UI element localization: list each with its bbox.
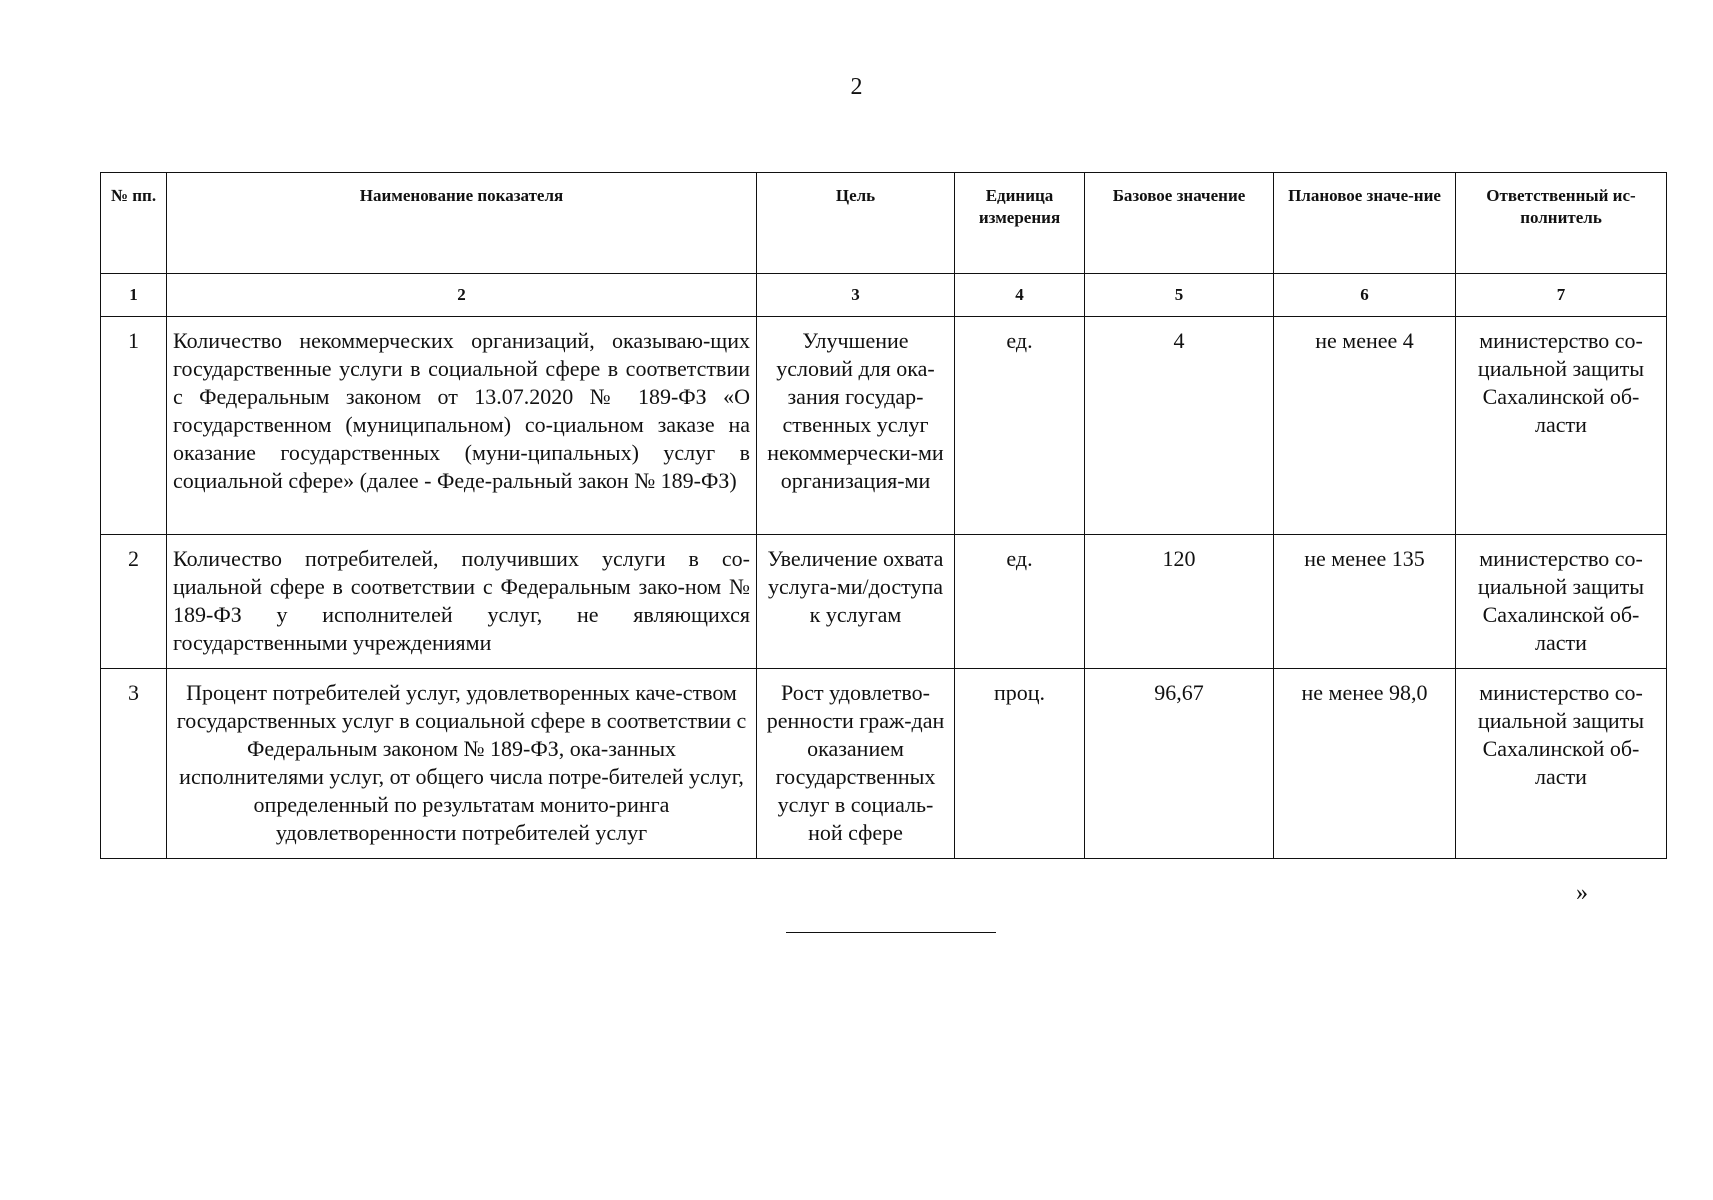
header-unit: Единица измерения (955, 173, 1085, 274)
footer-divider (786, 932, 996, 933)
closing-quote: » (1576, 880, 1588, 906)
page-number: 2 (850, 74, 863, 100)
header-number: № пп. (101, 173, 167, 274)
header-row (101, 173, 1667, 274)
column-number: 2 (167, 274, 757, 317)
goal: Увеличение охвата услуга-ми/доступа к услугам (757, 535, 955, 669)
indicator-name: Количество некоммерческих организаций, оказываю-щих государственные услуги в социальной сфере в соответствии с Федеральным законом от 13.07.2020 № 189-ФЗ «О государственном (муниципальном) со-циальном заказе на оказание государственных (муни-ципальных) услуг в социальной сфере» (далее - Феде-ральный закон № 189-ФЗ) (167, 317, 757, 535)
header-goal: Цель (757, 173, 955, 274)
responsible-executor: министерство со-циальной защиты Сахалинской об-ласти (1456, 317, 1667, 535)
table-row (101, 535, 1667, 669)
column-number: 3 (757, 274, 955, 317)
column-number: 4 (955, 274, 1085, 317)
header-base-value: Базовое значение (1085, 173, 1274, 274)
indicators-table (100, 172, 1667, 859)
table-row (101, 669, 1667, 859)
column-number: 7 (1456, 274, 1667, 317)
column-number: 5 (1085, 274, 1274, 317)
base-value: 120 (1085, 535, 1274, 669)
goal: Улучшение условий для ока-зания государ-ственных услуг некоммерчески-ми организация-ми (757, 317, 955, 535)
row-number: 2 (101, 535, 167, 669)
responsible-executor: министерство со-циальной защиты Сахалинской об-ласти (1456, 535, 1667, 669)
unit: проц. (955, 669, 1085, 859)
planned-value: не менее 135 (1274, 535, 1456, 669)
indicator-name: Процент потребителей услуг, удовлетворенных каче-ством государственных услуг в социальной сфере в соответствии с Федеральным законом № 189-ФЗ, ока-занных исполнителями услуг, от общего числа потре-бителей услуг, определенный по результатам монито-ринга удовлетворенности потребителей услуг (167, 669, 757, 859)
column-number: 6 (1274, 274, 1456, 317)
column-number-row (101, 274, 1667, 317)
header-indicator-name: Наименование показателя (167, 173, 757, 274)
row-number: 1 (101, 317, 167, 535)
column-number: 1 (101, 274, 167, 317)
unit: ед. (955, 535, 1085, 669)
row-number: 3 (101, 669, 167, 859)
header-responsible: Ответственный ис-полнитель (1456, 173, 1667, 274)
indicator-name: Количество потребителей, получивших услуги в со-циальной сфере в соответствии с Федеральным зако-ном № 189-ФЗ у исполнителей услуг, не являющихся государственными учреждениями (167, 535, 757, 669)
planned-value: не менее 4 (1274, 317, 1456, 535)
goal: Рост удовлетво-ренности граж-дан оказанием государственных услуг в социаль-ной сфере (757, 669, 955, 859)
responsible-executor: министерство со-циальной защиты Сахалинской об-ласти (1456, 669, 1667, 859)
table-row (101, 317, 1667, 535)
unit: ед. (955, 317, 1085, 535)
planned-value: не менее 98,0 (1274, 669, 1456, 859)
base-value: 96,67 (1085, 669, 1274, 859)
base-value: 4 (1085, 317, 1274, 535)
header-planned-value: Плановое значе-ние (1274, 173, 1456, 274)
